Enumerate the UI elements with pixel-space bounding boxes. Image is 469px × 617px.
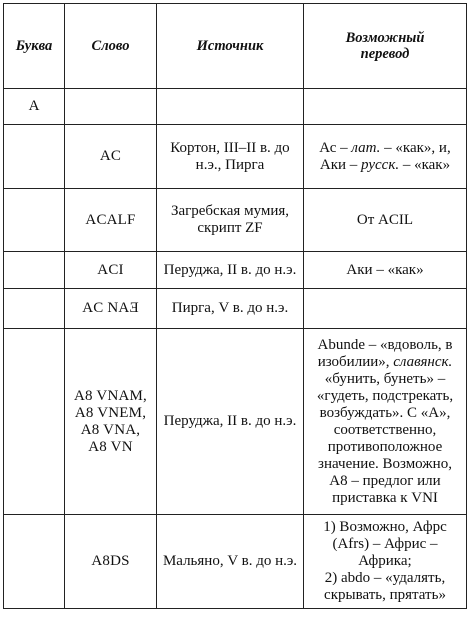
source-cell [157, 515, 304, 609]
letter-cell [4, 329, 65, 515]
section-row [4, 89, 467, 125]
header-source-text: Источник [196, 38, 264, 54]
word-cell [65, 329, 157, 515]
empty-cell [65, 89, 157, 125]
translation-fragment: Ас – [319, 139, 352, 156]
header-translation-line2: перевод [360, 46, 410, 62]
word-text: AC NAƎ [82, 300, 139, 316]
section-letter-cell [4, 89, 65, 125]
word-line: A8 VN [88, 438, 133, 455]
letter-cell [4, 189, 65, 252]
source-text: Кортон, III–II в. до н.э., Пирга [170, 139, 290, 173]
translation-line: 1) Возможно, Афрс (Afrs) – Африс – Африка; [323, 519, 447, 569]
word-cell [65, 515, 157, 609]
translation-fragment: – «как», и, [380, 139, 451, 156]
translation-cell [304, 515, 467, 609]
word-cell [65, 252, 157, 289]
translation-line: 2) abdo – «удалять, скрывать, прятать» [324, 570, 446, 603]
empty-cell [304, 89, 467, 125]
source-cell [157, 289, 304, 329]
translation-line [308, 157, 462, 174]
translation-text: Аки – «как» [346, 261, 424, 278]
source-cell [157, 125, 304, 189]
header-word-text: Слово [91, 38, 130, 54]
header-word [65, 4, 157, 89]
word-line: A8 VNEM, [74, 404, 147, 421]
letter-cell [4, 515, 65, 609]
translation-cell [304, 125, 467, 189]
word-text: ACALF [85, 211, 136, 228]
word-line: A8 VNA, [80, 421, 141, 438]
header-translation [304, 4, 467, 89]
header-letter [4, 4, 65, 89]
word-cell [65, 125, 157, 189]
translation-fragment-italic: русск. [361, 156, 400, 173]
translation-fragment: – «как» [399, 156, 451, 173]
translation-fragment-italic: лат. [351, 139, 381, 156]
word-cell [65, 189, 157, 252]
source-text: Перуджа, II в. до н.э. [163, 413, 297, 429]
table-row [4, 329, 467, 515]
table-row [4, 289, 467, 329]
header-row [4, 4, 467, 89]
translation-fragment: Abunde – «вдоволь, в изобилии», [317, 336, 453, 370]
section-letter: A [28, 98, 40, 114]
translation-fragment: Аки – [319, 156, 362, 173]
source-text: Загребская мумия, скрипт ZF [170, 203, 290, 236]
dictionary-table [3, 3, 467, 609]
letter-cell [4, 252, 65, 289]
header-source [157, 4, 304, 89]
word-line: A8 VNAM, [74, 387, 147, 404]
letter-cell [4, 289, 65, 329]
translation-text: От ACIL [356, 211, 414, 228]
source-cell [157, 329, 304, 515]
letter-cell [4, 125, 65, 189]
empty-cell [157, 89, 304, 125]
translation-line [308, 140, 462, 157]
source-text: Перуджа, II в. до н.э. [163, 261, 297, 278]
translation-cell [304, 329, 467, 515]
translation-fragment: «бунить, бунеть» – «гудеть, подстрекать, возбуждать». С «А», соответственно, противоположное значение. Возможно, А8 – предлог или приставка к VNI [316, 370, 454, 506]
header-letter-text: Буква [15, 38, 53, 54]
table-row [4, 125, 467, 189]
translation-cell [304, 289, 467, 329]
source-cell [157, 252, 304, 289]
source-cell [157, 189, 304, 252]
table-row [4, 252, 467, 289]
word-text: AC [99, 148, 122, 164]
translation-cell [304, 189, 467, 252]
table-row [4, 189, 467, 252]
source-text: Пирга, V в. до н.э. [171, 300, 289, 316]
source-text: Мальяно, V в. до н.э. [162, 553, 298, 569]
translation-cell [304, 252, 467, 289]
word-text: A8DS [91, 553, 130, 569]
word-text: ACI [97, 261, 124, 278]
header-translation-line1: Возможный [345, 30, 425, 46]
word-cell [65, 289, 157, 329]
table-row [4, 515, 467, 609]
translation-fragment-italic: славянск. [393, 353, 453, 370]
